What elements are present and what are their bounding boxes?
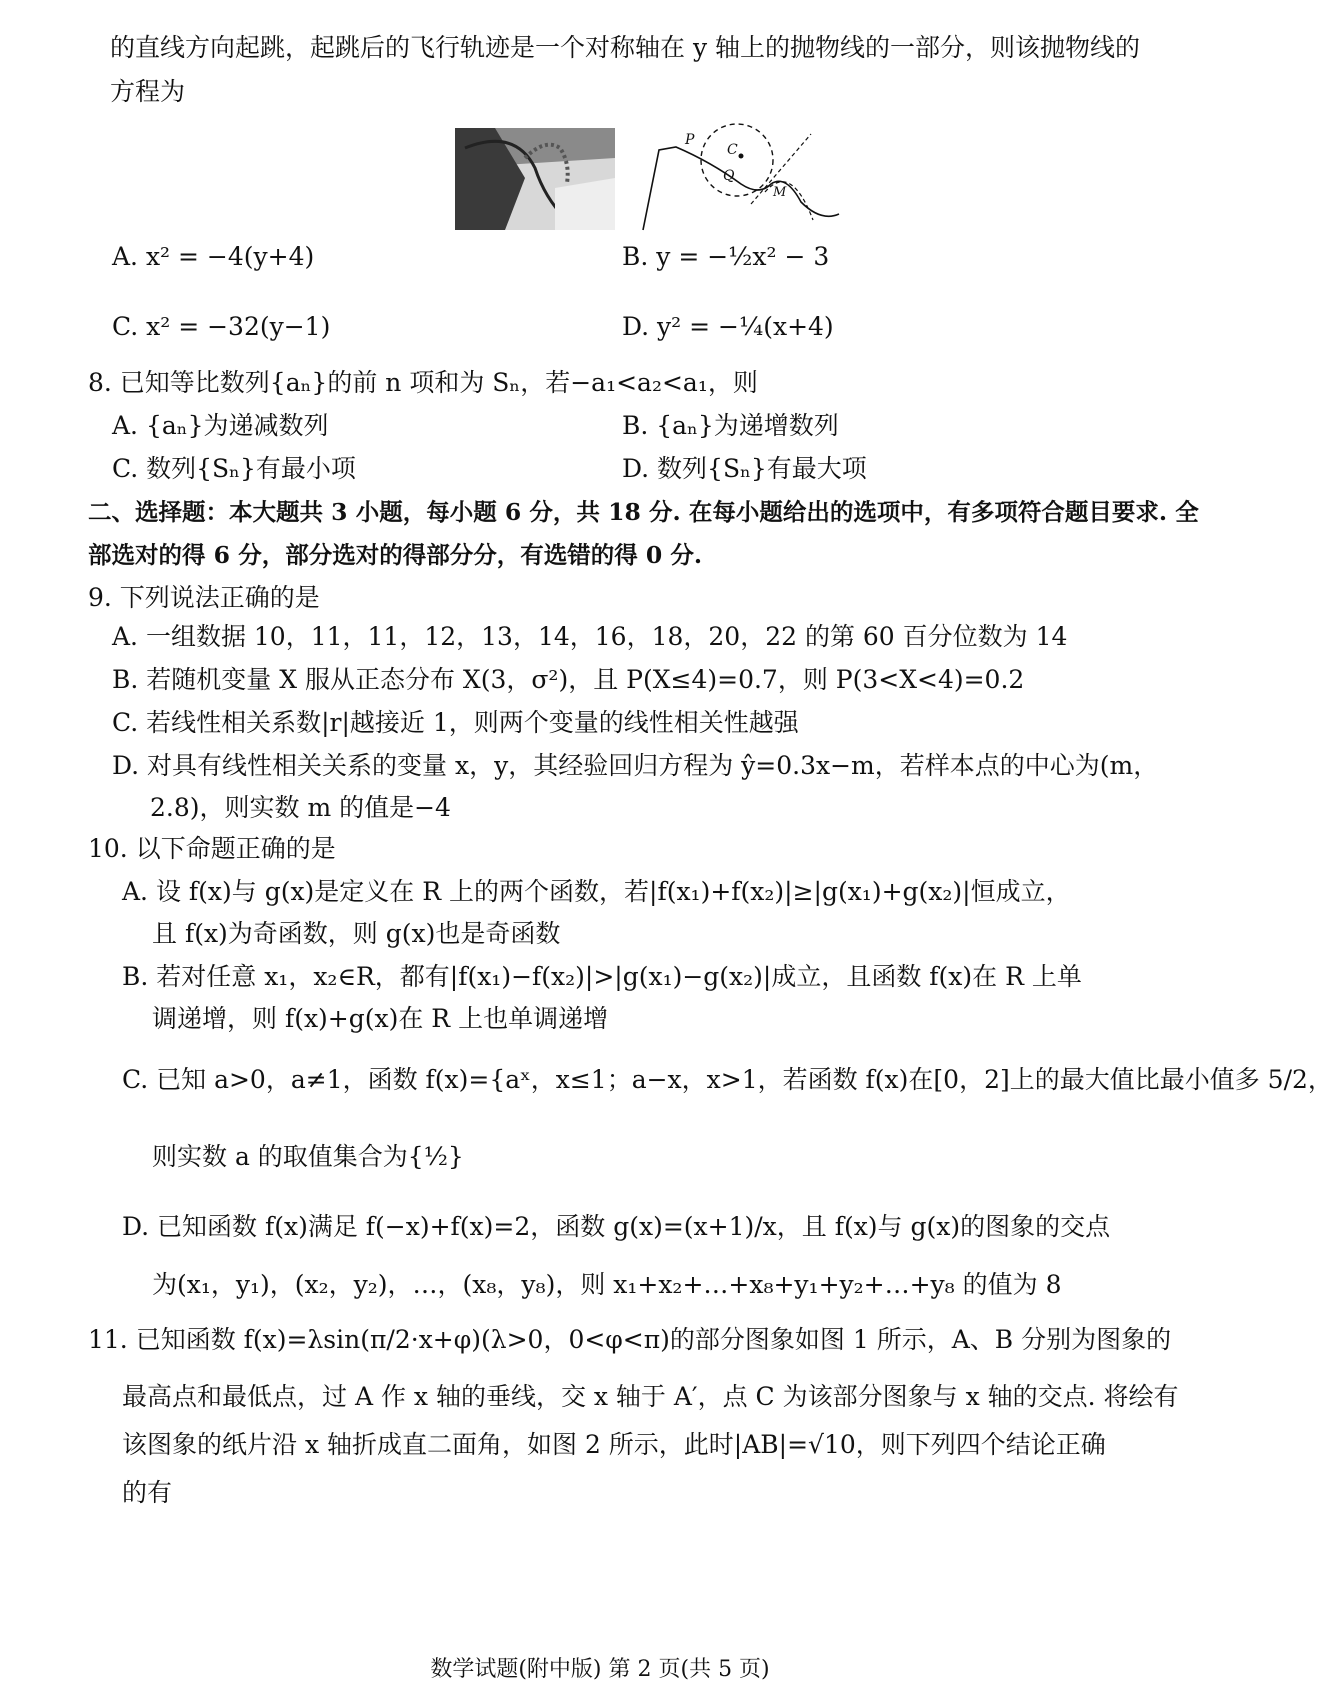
point-m-label: M: [773, 185, 787, 200]
trajectory-diagram: [641, 122, 841, 240]
q9-stem: 9. 下列说法正确的是: [88, 583, 320, 612]
q9-option-c: C. 若线性相关系数|r|越接近 1，则两个变量的线性相关性越强: [112, 708, 799, 737]
q10-option-a-line-2: 且 f(x)为奇函数，则 g(x)也是奇函数: [152, 919, 561, 948]
q11-line-4: 的有: [122, 1478, 173, 1507]
q10-option-a-line-1: A. 设 f(x)与 g(x)是定义在 R 上的两个函数，若|f(x₁)+f(x₂)|≥|g(x₁)+g(x₂)|恒成立，: [122, 877, 1071, 906]
q8-stem: 8. 已知等比数列{aₙ}的前 n 项和为 Sₙ，若−a₁<a₂<a₁，则: [88, 368, 758, 397]
q10-stem: 10. 以下命题正确的是: [88, 834, 336, 863]
ski-jump-photo: [455, 128, 615, 230]
q8-option-d: D. 数列{Sₙ}有最大项: [622, 454, 867, 483]
q7-continuation-line-1: 的直线方向起跳，起跳后的飞行轨迹是一个对称轴在 y 轴上的抛物线的一部分，则该抛物线的: [110, 33, 1141, 62]
point-p-label: P: [685, 132, 695, 148]
q9-option-d-line-2: 2.8)，则实数 m 的值是−4: [150, 793, 451, 822]
section-2-heading-line-1: 二、选择题：本大题共 3 小题，每小题 6 分，共 18 分. 在每小题给出的选项中，有多项符合题目要求. 全: [88, 498, 1199, 526]
q9-option-d-line-1: D. 对具有线性相关关系的变量 x，y，其经验回归方程为 ŷ=0.3x−m，若样本点的中心为(m，: [112, 751, 1159, 780]
q10-option-d-line-2: 为(x₁，y₁)，(x₂，y₂)，…，(x₈，y₈)，则 x₁+x₂+…+x₈+y₁+y₂+…+y₈ 的值为 8: [152, 1270, 1062, 1299]
q11-line-3: 该图象的纸片沿 x 轴折成直二面角，如图 2 所示，此时|AB|=√10，则下列四个结论正确: [122, 1430, 1106, 1459]
q9-option-a: A. 一组数据 10，11，11，12，13，14，16，18，20，22 的第 60 百分位数为 14: [112, 622, 1068, 651]
q7-option-c: C. x² = −32(y−1): [112, 312, 331, 341]
q7-option-b: B. y = −½x² − 3: [622, 242, 830, 271]
q8-option-a: A. {aₙ}为递减数列: [112, 411, 329, 440]
point-c-label: C: [727, 142, 738, 158]
q9-option-b: B. 若随机变量 X 服从正态分布 X(3，σ²)，且 P(X≤4)=0.7，则 P(3<X<4)=0.2: [112, 665, 1025, 694]
q8-option-b: B. {aₙ}为递增数列: [622, 411, 839, 440]
q11-line-2: 最高点和最低点，过 A 作 x 轴的垂线，交 x 轴于 A′，点 C 为该部分图象与 x 轴的交点. 将绘有: [122, 1382, 1179, 1411]
q10-option-d-line-1: D. 已知函数 f(x)满足 f(−x)+f(x)=2，函数 g(x)=(x+1)/x，且 f(x)与 g(x)的图象的交点: [122, 1212, 1111, 1241]
q7-continuation-line-2: 方程为: [110, 77, 186, 106]
page-footer: 数学试题(附中版) 第 2 页(共 5 页): [430, 1657, 770, 1682]
q10-option-c-line-2: 则实数 a 的取值集合为{½}: [152, 1142, 464, 1171]
q11-line-1: 11. 已知函数 f(x)=λsin(π/2·x+φ)(λ>0，0<φ<π)的部分图象如图 1 所示，A、B 分别为图象的: [88, 1325, 1172, 1354]
q8-option-c: C. 数列{Sₙ}有最小项: [112, 454, 356, 483]
q10-option-c-line-1: C. 已知 a>0，a≠1，函数 f(x)={aˣ，x≤1；a−x，x>1，若函数 f(x)在[0，2]上的最大值比最小值多 5/2，: [122, 1065, 1333, 1094]
q10-option-b-line-2: 调递增，则 f(x)+g(x)在 R 上也单调递增: [152, 1004, 609, 1033]
q7-option-d: D. y² = −¼(x+4): [622, 312, 834, 341]
section-2-heading-line-2: 部选对的得 6 分，部分选对的得部分分，有选错的得 0 分.: [88, 541, 703, 569]
q10-option-b-line-1: B. 若对任意 x₁，x₂∈R，都有|f(x₁)−f(x₂)|>|g(x₁)−g(x₂)|成立，且函数 f(x)在 R 上单: [122, 962, 1082, 991]
q7-option-a: A. x² = −4(y+4): [112, 242, 315, 271]
point-q-label: Q: [723, 168, 735, 184]
